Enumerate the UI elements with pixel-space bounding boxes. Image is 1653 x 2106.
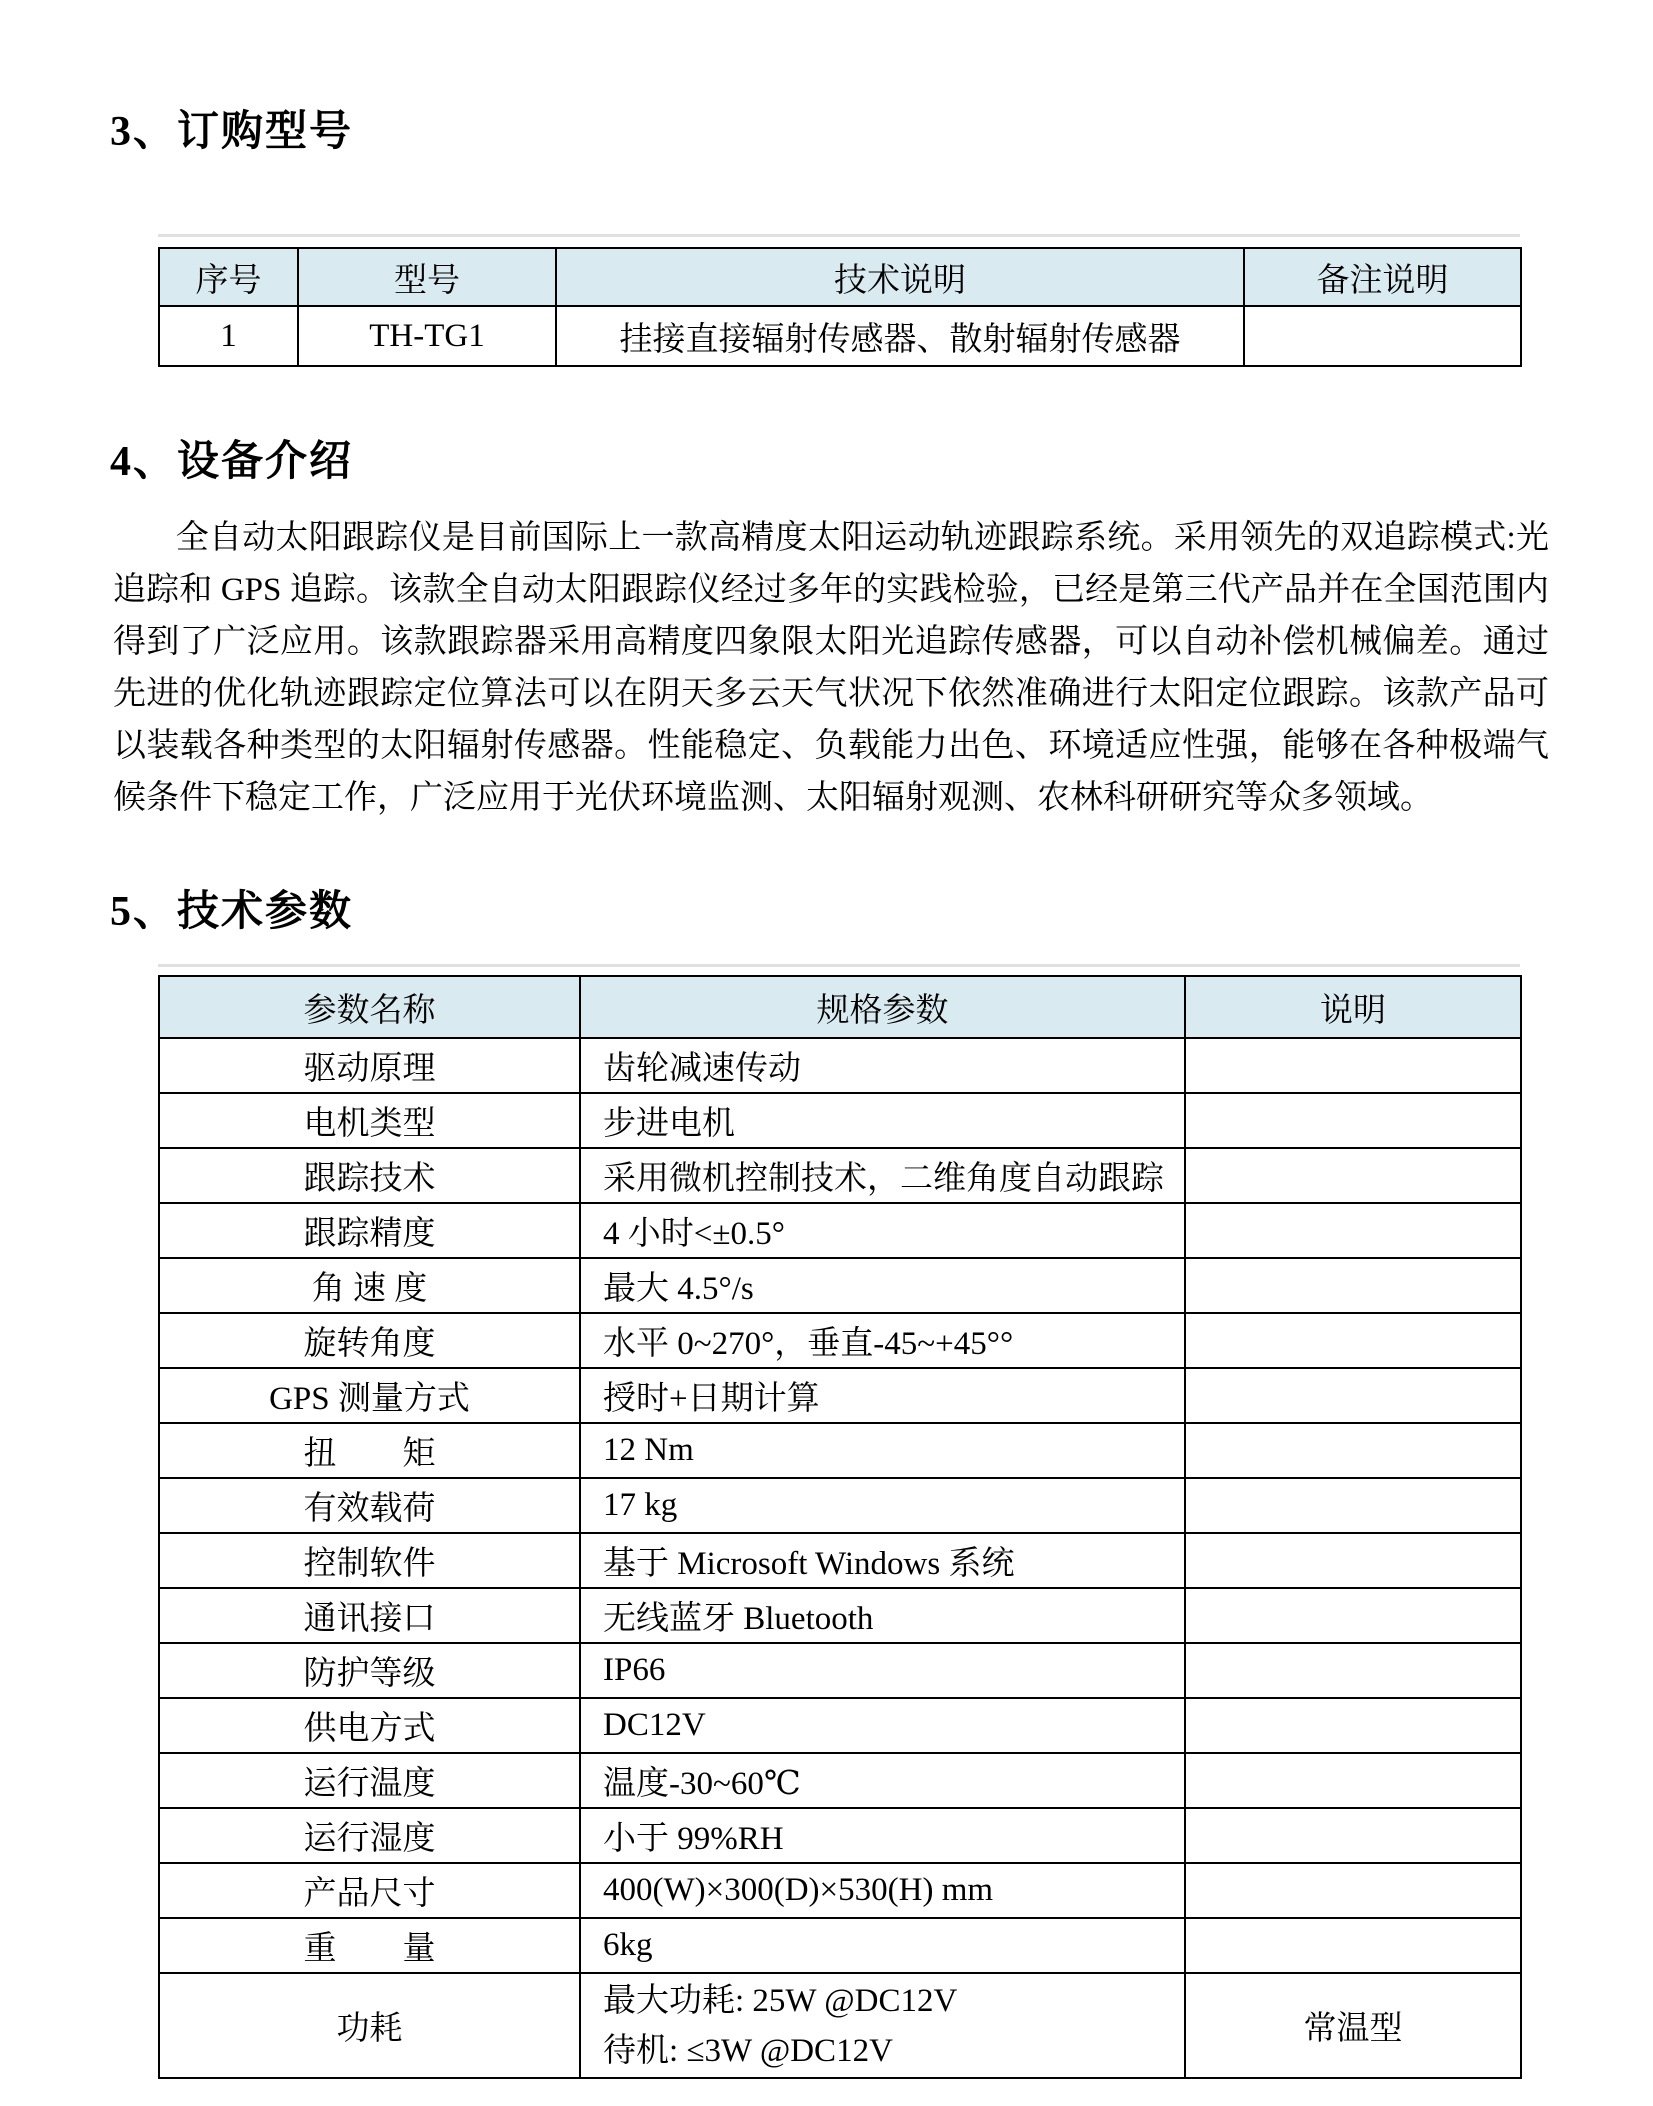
param-value-cell: 基于 Microsoft Windows 系统 <box>580 1533 1185 1588</box>
spec-row-drive-principle <box>159 1038 1521 1093</box>
order-cell-no: 1 <box>159 306 298 366</box>
param-note-cell <box>1185 1698 1521 1753</box>
param-name-cell: 运行温度 <box>159 1753 580 1808</box>
param-value-cell: 授时+日期计算 <box>580 1368 1185 1423</box>
order-header-model: 型号 <box>298 248 556 306</box>
spec-row-motor-type <box>159 1093 1521 1148</box>
section-title-order-model: 3、订购型号 <box>110 109 354 155</box>
param-name-cell: 驱动原理 <box>159 1038 580 1093</box>
param-note-cell <box>1185 1038 1521 1093</box>
power-value-line-standby: 待机: ≤3W @DC12V <box>603 2032 893 2069</box>
param-name-cell: 扭 矩 <box>159 1423 580 1478</box>
param-value-cell: 步进电机 <box>580 1093 1185 1148</box>
order-model-table <box>158 247 1522 367</box>
section-title-tech-params: 5、技术参数 <box>110 889 354 935</box>
param-note-cell <box>1185 1148 1521 1203</box>
param-note-cell <box>1185 1368 1521 1423</box>
spec-row-product-size <box>159 1863 1521 1918</box>
spec-header-name: 参数名称 <box>159 976 580 1038</box>
param-value-cell: 17 kg <box>580 1478 1185 1533</box>
param-value-cell: 6kg <box>580 1918 1185 1973</box>
order-table-header-row <box>159 248 1521 306</box>
param-value-cell: 4 小时<±0.5° <box>580 1203 1185 1258</box>
spec-row-operating-humidity <box>159 1808 1521 1863</box>
tech-params-table <box>158 975 1522 2079</box>
param-note-cell <box>1185 1753 1521 1808</box>
param-note-cell <box>1185 1588 1521 1643</box>
param-name-cell: 控制软件 <box>159 1533 580 1588</box>
param-value-cell: 齿轮减速传动 <box>580 1038 1185 1093</box>
param-value-cell: 12 Nm <box>580 1423 1185 1478</box>
param-name-cell: 供电方式 <box>159 1698 580 1753</box>
param-note-cell <box>1185 1478 1521 1533</box>
param-note-cell <box>1185 1203 1521 1258</box>
spec-row-tracking-accuracy <box>159 1203 1521 1258</box>
spec-row-weight <box>159 1918 1521 1973</box>
order-header-description: 技术说明 <box>556 248 1244 306</box>
param-name-cell: 功耗 <box>159 1973 580 2078</box>
spec-table-header-row <box>159 976 1521 1038</box>
spec-row-payload <box>159 1478 1521 1533</box>
param-note-cell <box>1185 1423 1521 1478</box>
param-name-cell: 角 速 度 <box>159 1258 580 1313</box>
param-name-cell: 通讯接口 <box>159 1588 580 1643</box>
param-value-cell: 采用微机控制技术，二维角度自动跟踪 <box>580 1148 1185 1203</box>
order-header-no: 序号 <box>159 248 298 306</box>
order-cell-description: 挂接直接辐射传感器、散射辐射传感器 <box>556 306 1244 366</box>
spec-row-comm-interface <box>159 1588 1521 1643</box>
spec-row-operating-temp <box>159 1753 1521 1808</box>
param-name-cell: 电机类型 <box>159 1093 580 1148</box>
device-intro-paragraph: 全自动太阳跟踪仪是目前国际上一款高精度太阳运动轨迹跟踪系统。采用领先的双追踪模式:光追踪和 GPS 追踪。该款全自动太阳跟踪仪经过多年的实践检验，已经是第三代产品并在全国范围内得到了广泛应用。该款跟踪器采用高精度四象限太阳光追踪传感器，可以自动补偿机械偏差。通过先进的优化轨迹跟踪定位算法可以在阴天多云天气状况下依然准确进行太阳定位跟踪。该款产品可以装载各种类型的太阳辐射传感器。性能稳定、负载能力出色、环境适应性强，能够在各种极端气候条件下稳定工作，广泛应用于光伏环境监测、太阳辐射观测、农林科研研究等众多领域。 <box>113 520 1549 816</box>
param-name-cell: 跟踪精度 <box>159 1203 580 1258</box>
param-note-cell <box>1185 1808 1521 1863</box>
param-value-cell: DC12V <box>580 1698 1185 1753</box>
param-note-cell <box>1185 1258 1521 1313</box>
param-note-cell <box>1185 1863 1521 1918</box>
order-table-row <box>159 306 1521 366</box>
param-name-cell: 有效载荷 <box>159 1478 580 1533</box>
param-value-cell <box>580 1973 1185 2078</box>
divider-line <box>158 234 1520 237</box>
spec-header-value: 规格参数 <box>580 976 1185 1038</box>
spec-row-power-consumption <box>159 1973 1521 2078</box>
divider-line <box>158 964 1520 967</box>
param-value-cell: 无线蓝牙 Bluetooth <box>580 1588 1185 1643</box>
spec-row-gps-mode <box>159 1368 1521 1423</box>
spec-row-torque <box>159 1423 1521 1478</box>
param-value-cell: 温度-30~60℃ <box>580 1753 1185 1808</box>
param-name-cell: 跟踪技术 <box>159 1148 580 1203</box>
param-note-cell <box>1185 1918 1521 1973</box>
spec-row-control-software <box>159 1533 1521 1588</box>
param-note-cell <box>1185 1533 1521 1588</box>
section-title-device-intro: 4、设备介绍 <box>110 439 354 485</box>
param-name-cell: 重 量 <box>159 1918 580 1973</box>
param-name-cell: GPS 测量方式 <box>159 1368 580 1423</box>
spec-row-tracking-tech <box>159 1148 1521 1203</box>
param-value-cell: 小于 99%RH <box>580 1808 1185 1863</box>
param-name-cell: 旋转角度 <box>159 1313 580 1368</box>
order-cell-note <box>1244 306 1521 366</box>
spec-row-protection-rating <box>159 1643 1521 1698</box>
param-name-cell: 防护等级 <box>159 1643 580 1698</box>
param-note-cell <box>1185 1313 1521 1368</box>
param-value-cell: IP66 <box>580 1643 1185 1698</box>
order-header-note: 备注说明 <box>1244 248 1521 306</box>
param-note-cell <box>1185 1093 1521 1148</box>
param-note-cell: 常温型 <box>1185 1973 1521 2078</box>
param-name-cell: 运行湿度 <box>159 1808 580 1863</box>
param-name-cell: 产品尺寸 <box>159 1863 580 1918</box>
spec-row-rotation-angle <box>159 1313 1521 1368</box>
power-value-line-max: 最大功耗: 25W @DC12V <box>603 1982 958 2019</box>
spec-row-power-supply <box>159 1698 1521 1753</box>
param-value-cell: 最大 4.5°/s <box>580 1258 1185 1313</box>
param-note-cell <box>1185 1643 1521 1698</box>
spec-row-angular-speed <box>159 1258 1521 1313</box>
param-value-cell: 水平 0~270°，垂直-45~+45°° <box>580 1313 1185 1368</box>
param-value-cell: 400(W)×300(D)×530(H) mm <box>580 1863 1185 1918</box>
spec-header-note: 说明 <box>1185 976 1521 1038</box>
order-cell-model: TH-TG1 <box>298 306 556 366</box>
